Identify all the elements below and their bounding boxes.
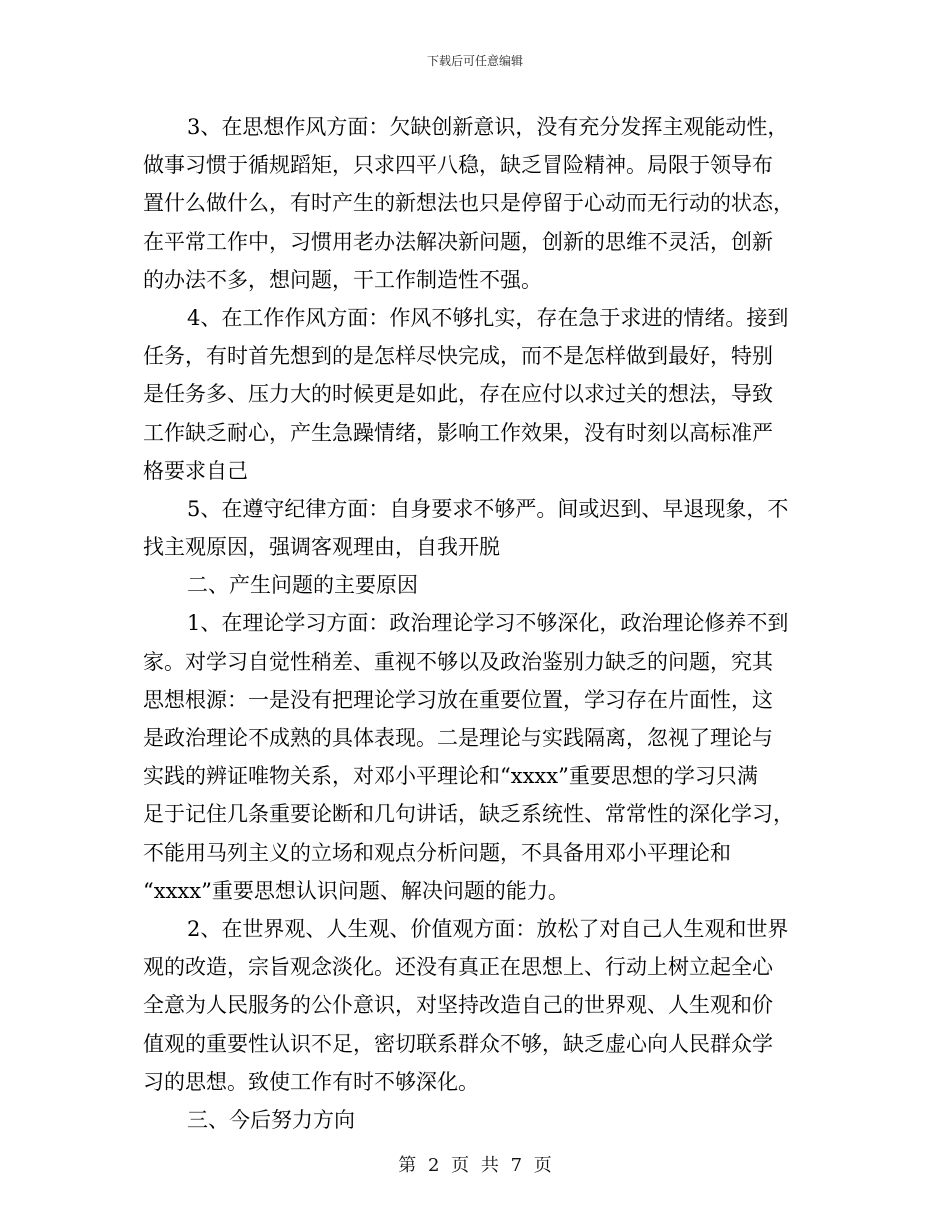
page-header: 下载后可任意编辑 <box>426 54 523 68</box>
paragraph-line: 全意为人民服务的公仆意识，对坚持改造自己的世界观、人生观和价 <box>143 993 773 1018</box>
paragraph-discipline <box>143 490 807 566</box>
paragraph-line: 格要求自己 <box>143 458 248 483</box>
paragraph-line: 1、在理论学习方面：政治理论学习不够深化，政治理论修养不到 <box>187 611 789 636</box>
paragraph-line: 2、在世界观、人生观、价值观方面：放松了对自己人生观和世界 <box>187 916 789 941</box>
paragraph-line: 是政治理论不成熟的具体表现。二是理论与实践隔离，忽视了理论与 <box>143 726 773 750</box>
footer-total-pages: 7 <box>510 1155 523 1176</box>
section-heading-direction <box>143 1101 807 1139</box>
footer-current-page: 2 <box>427 1155 440 1176</box>
paragraph-line: 的办法不多，想问题，干工作制造性不强。 <box>143 267 542 292</box>
paragraph-line: 是任务多、压力大的时候更是如此，存在应付以求过关的想法，导致 <box>143 382 773 407</box>
paragraph-line: 找主观原因，强调客观理由，自我开脱 <box>143 535 500 560</box>
footer-prefix: 第 <box>398 1155 417 1176</box>
paragraph-line: 家。对学习自觉性稍差、重视不够以及政治鉴别力缺乏的问题，究其 <box>143 649 773 674</box>
paragraph-theory-study <box>143 604 807 910</box>
paragraph-line: 习的思想。致使工作有时不够深化。 <box>143 1069 479 1094</box>
paragraph-line: 3、在思想作风方面：欠缺创新意识，没有充分发挥主观能动性， <box>187 115 789 139</box>
paragraph-line: 实践的辨证唯物关系，对邓小平理论和“xxxx”重要思想的学习只满 <box>143 764 758 789</box>
paragraph-line: 值观的重要性认识不足，密切联系群众不够，缺乏虚心向人民群众学 <box>143 1031 773 1056</box>
paragraph-thinking-style <box>143 108 807 299</box>
paragraph-line: “xxxx”重要思想认识问题、解决问题的能力。 <box>143 878 569 903</box>
paragraph-worldview <box>143 910 807 1101</box>
paragraph-line: 在平常工作中，习惯用老办法解决新问题，创新的思维不灵活，创新 <box>143 229 773 254</box>
paragraph-line: 4、在工作作风方面：作风不够扎实，存在急于求进的情绪。接到 <box>187 305 789 330</box>
paragraph-work-style <box>143 299 807 490</box>
paragraph-line: 不能用马列主义的立场和观点分析问题，不具备用邓小平理论和 <box>143 840 731 865</box>
paragraph-line: 足于记住几条重要论断和几句讲话，缺乏系统性、常常性的深化学习， <box>143 802 794 827</box>
page-footer <box>0 1155 950 1177</box>
footer-total-word: 共 <box>480 1155 499 1176</box>
section-heading: 二、产生问题的主要原因 <box>187 573 418 598</box>
paragraph-line: 思想根源：一是没有把理论学习放在重要位置，学习存在片面性，这 <box>143 687 773 712</box>
paragraph-line: 工作缺乏耐心，产生急躁情绪，影响工作效果，没有时刻以高标准严 <box>143 420 773 445</box>
section-heading-causes <box>143 566 807 604</box>
footer-suffix: 页 <box>533 1155 552 1176</box>
paragraph-line: 5、在遵守纪律方面：自身要求不够严。间或迟到、早退现象，不 <box>187 496 789 521</box>
paragraph-line: 任务，有时首先想到的是怎样尽快完成，而不是怎样做到最好，特别 <box>143 344 773 369</box>
document-body <box>143 108 807 1139</box>
paragraph-line: 观的改造，宗旨观念淡化。还没有真正在思想上、行动上树立起全心 <box>143 955 773 980</box>
paragraph-line: 做事习惯于循规蹈矩，只求四平八稳，缺乏冒险精神。局限于领导布 <box>143 153 773 178</box>
section-heading: 三、今后努力方向 <box>187 1107 355 1132</box>
footer-page-unit: 页 <box>451 1155 470 1176</box>
paragraph-line: 置什么做什么，有时产生的新想法也只是停留于心动而无行动的状态， <box>143 191 794 216</box>
